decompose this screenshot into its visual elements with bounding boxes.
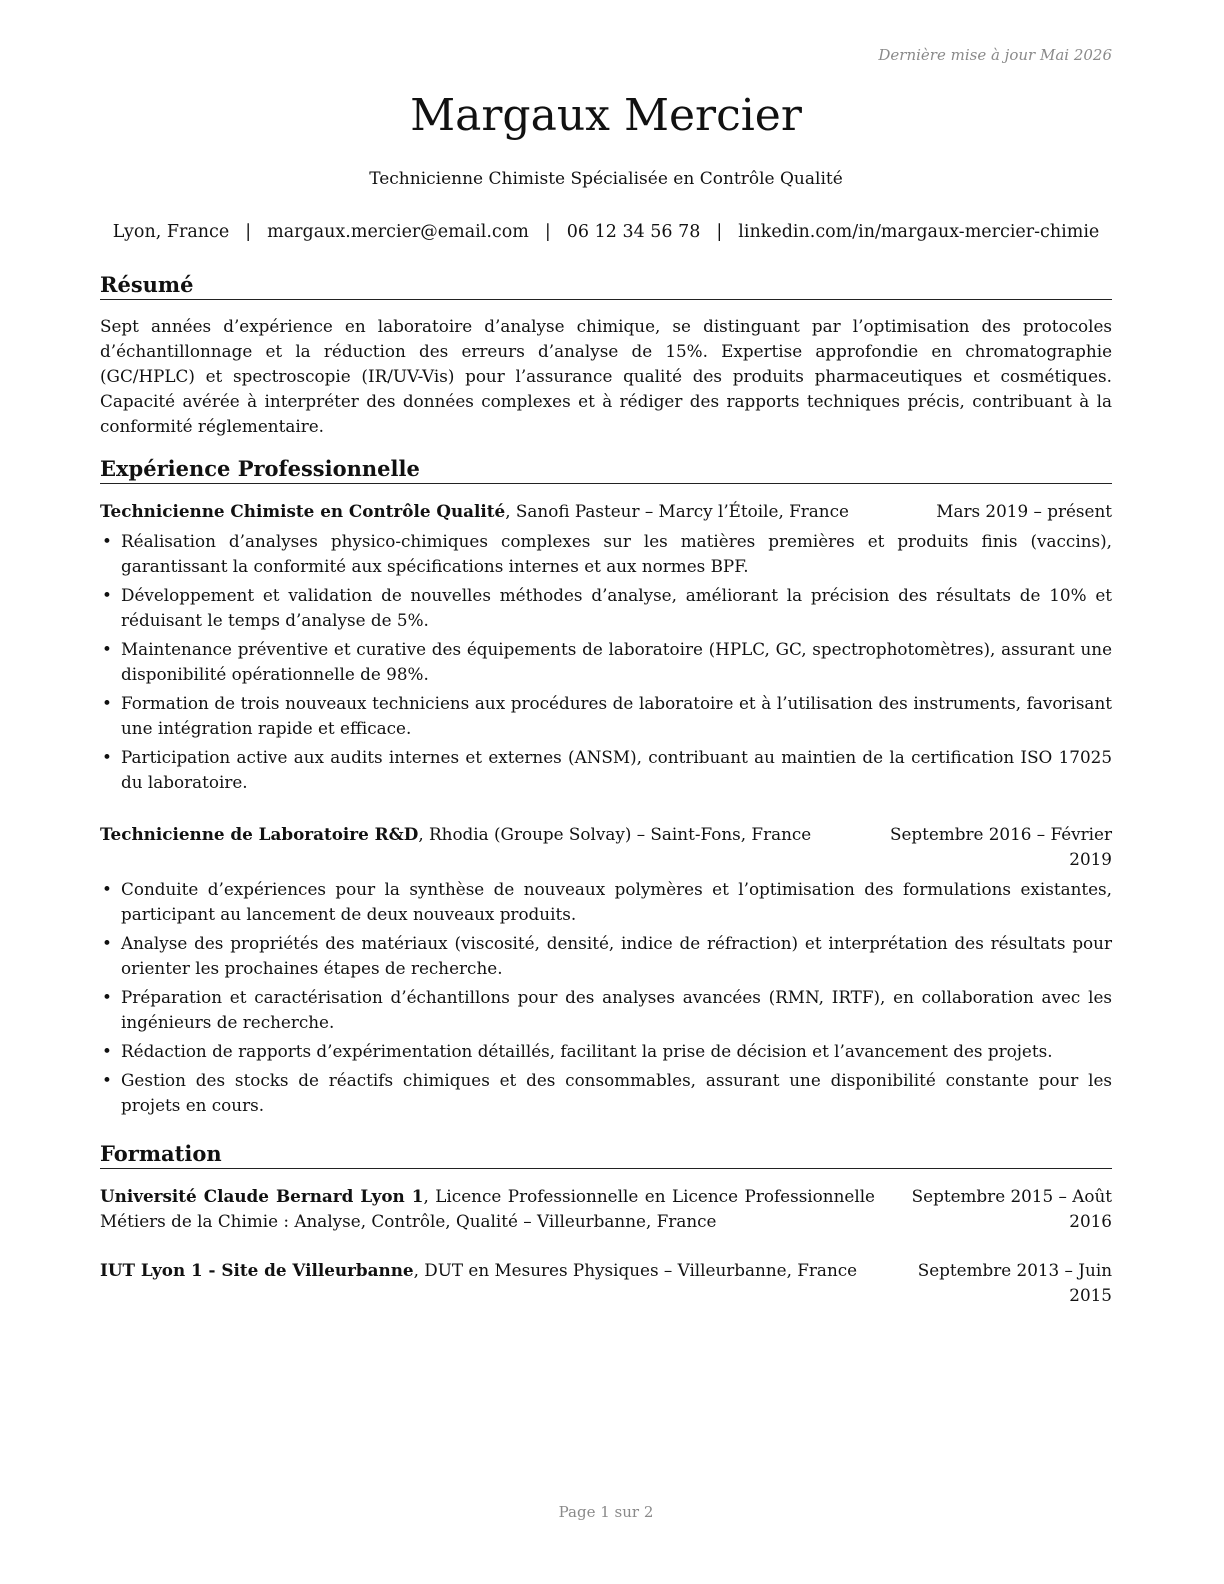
summary-text: Sept années d’expérience en laboratoire d’analyse chimique, se distinguant par l’optimisation des protocoles d’échantillonnage et la réduction des erreurs d’analyse de 15%. Expertise approfondie en chromatographie (GC/HPLC) et spectroscopie (IR/UV-Vis) pour l’assurance qualité des produits pharmaceutiques et cosmétiques. Capacité avérée à interpréter des données complexes et à rédiger des rapports techniques précis, contribuant à la conformité réglementaire.: [100, 316, 1112, 436]
job-bullets: [100, 877, 1112, 1122]
section-title-education: Formation: [100, 1140, 1112, 1169]
job-org: , Rhodia (Groupe Solvay) – Saint-Fons, France: [418, 824, 812, 844]
list-item: • Participation active aux audits internes et externes (ANSM), contribuant au maintien de la certification ISO 17025 du laboratoire.: [100, 745, 1112, 795]
job-org: , Sanofi Pasteur – Marcy l’Étoile, France: [505, 501, 849, 521]
job-role: Technicienne de Laboratoire R&D: [100, 824, 419, 844]
education-title-line: [100, 1258, 875, 1283]
list-item: • Formation de trois nouveaux techniciens aux procédures de laboratoire et à l’utilisation des instruments, favorisant une intégration rapide et efficace.: [100, 691, 1112, 741]
section-title-experience: Expérience Professionnelle: [100, 455, 1112, 484]
page-number: Page 1 sur 2: [558, 1503, 654, 1521]
section-title-summary: Résumé: [100, 271, 1112, 300]
list-item: • Conduite d’expériences pour la synthèse de nouveaux polymères et l’optimisation des formulations existantes, participant au lancement de deux nouveaux produits.: [100, 877, 1112, 927]
last-updated: Dernière mise à jour Mai 2026: [878, 46, 1112, 64]
job-title-line: [100, 822, 860, 847]
job-title-line: [100, 499, 870, 524]
headline: Technicienne Chimiste Spécialisée en Contrôle Qualité: [369, 169, 843, 189]
contact-location: Lyon, France: [112, 222, 230, 242]
list-item: • Préparation et caractérisation d’échantillons pour des analyses avancées (RMN, IRTF), en collaboration avec les ingénieurs de recherche.: [100, 985, 1112, 1035]
education-dates: Septembre 2015 – Août 2016: [911, 1186, 1112, 1231]
education-school: Université Claude Bernard Lyon 1: [100, 1186, 424, 1206]
education-dates: Septembre 2013 – Juin 2015: [917, 1260, 1112, 1305]
contact-linkedin[interactable]: linkedin.com/in/margaux-mercier-chimie: [738, 222, 1100, 242]
job-bullets: [100, 529, 1112, 799]
job-dates: Mars 2019 – présent: [936, 501, 1112, 521]
candidate-name: Margaux Mercier: [410, 90, 802, 141]
list-item: • Gestion des stocks de réactifs chimiques et des consommables, assurant une disponibilité constante pour les projets en cours.: [100, 1068, 1112, 1118]
job-dates: Septembre 2016 – Février 2019: [889, 824, 1112, 869]
job-role: Technicienne Chimiste en Contrôle Qualité: [100, 501, 506, 521]
education-detail: , DUT en Mesures Physiques – Villeurbanne, France: [413, 1260, 858, 1280]
list-item: • Maintenance préventive et curative des équipements de laboratoire (HPLC, GC, spectrophotomètres), assurant une disponibilité opérationnelle de 98%.: [100, 637, 1112, 687]
contact-separator: |: [245, 222, 252, 242]
contact-line: [100, 218, 1112, 246]
contact-email[interactable]: margaux.mercier@email.com: [267, 222, 529, 242]
contact-separator: |: [716, 222, 723, 242]
list-item: • Rédaction de rapports d’expérimentation détaillés, facilitant la prise de décision et l’avancement des projets.: [100, 1039, 1112, 1064]
resume-page: [100, 0, 1112, 1584]
education-school: IUT Lyon 1 - Site de Villeurbanne: [100, 1260, 414, 1280]
list-item: • Réalisation d’analyses physico-chimiques complexes sur les matières premières et produits finis (vaccins), garantissant la conformité aux spécifications internes et aux normes BPF.: [100, 529, 1112, 579]
education-title-line: [100, 1184, 875, 1234]
list-item: • Développement et validation de nouvelles méthodes d’analyse, améliorant la précision des résultats de 10% et réduisant le temps d’analyse de 5%.: [100, 583, 1112, 633]
education-detail: , Licence Professionnelle en Licence Professionnelle Métiers de la Chimie : Analyse, Contrôle, Qualité – Villeurbanne, France: [100, 1186, 875, 1231]
contact-separator: |: [544, 222, 551, 242]
contact-phone: 06 12 34 56 78: [566, 222, 701, 242]
list-item: • Analyse des propriétés des matériaux (viscosité, densité, indice de réfraction) et interprétation des résultats pour orienter les prochaines étapes de recherche.: [100, 931, 1112, 981]
